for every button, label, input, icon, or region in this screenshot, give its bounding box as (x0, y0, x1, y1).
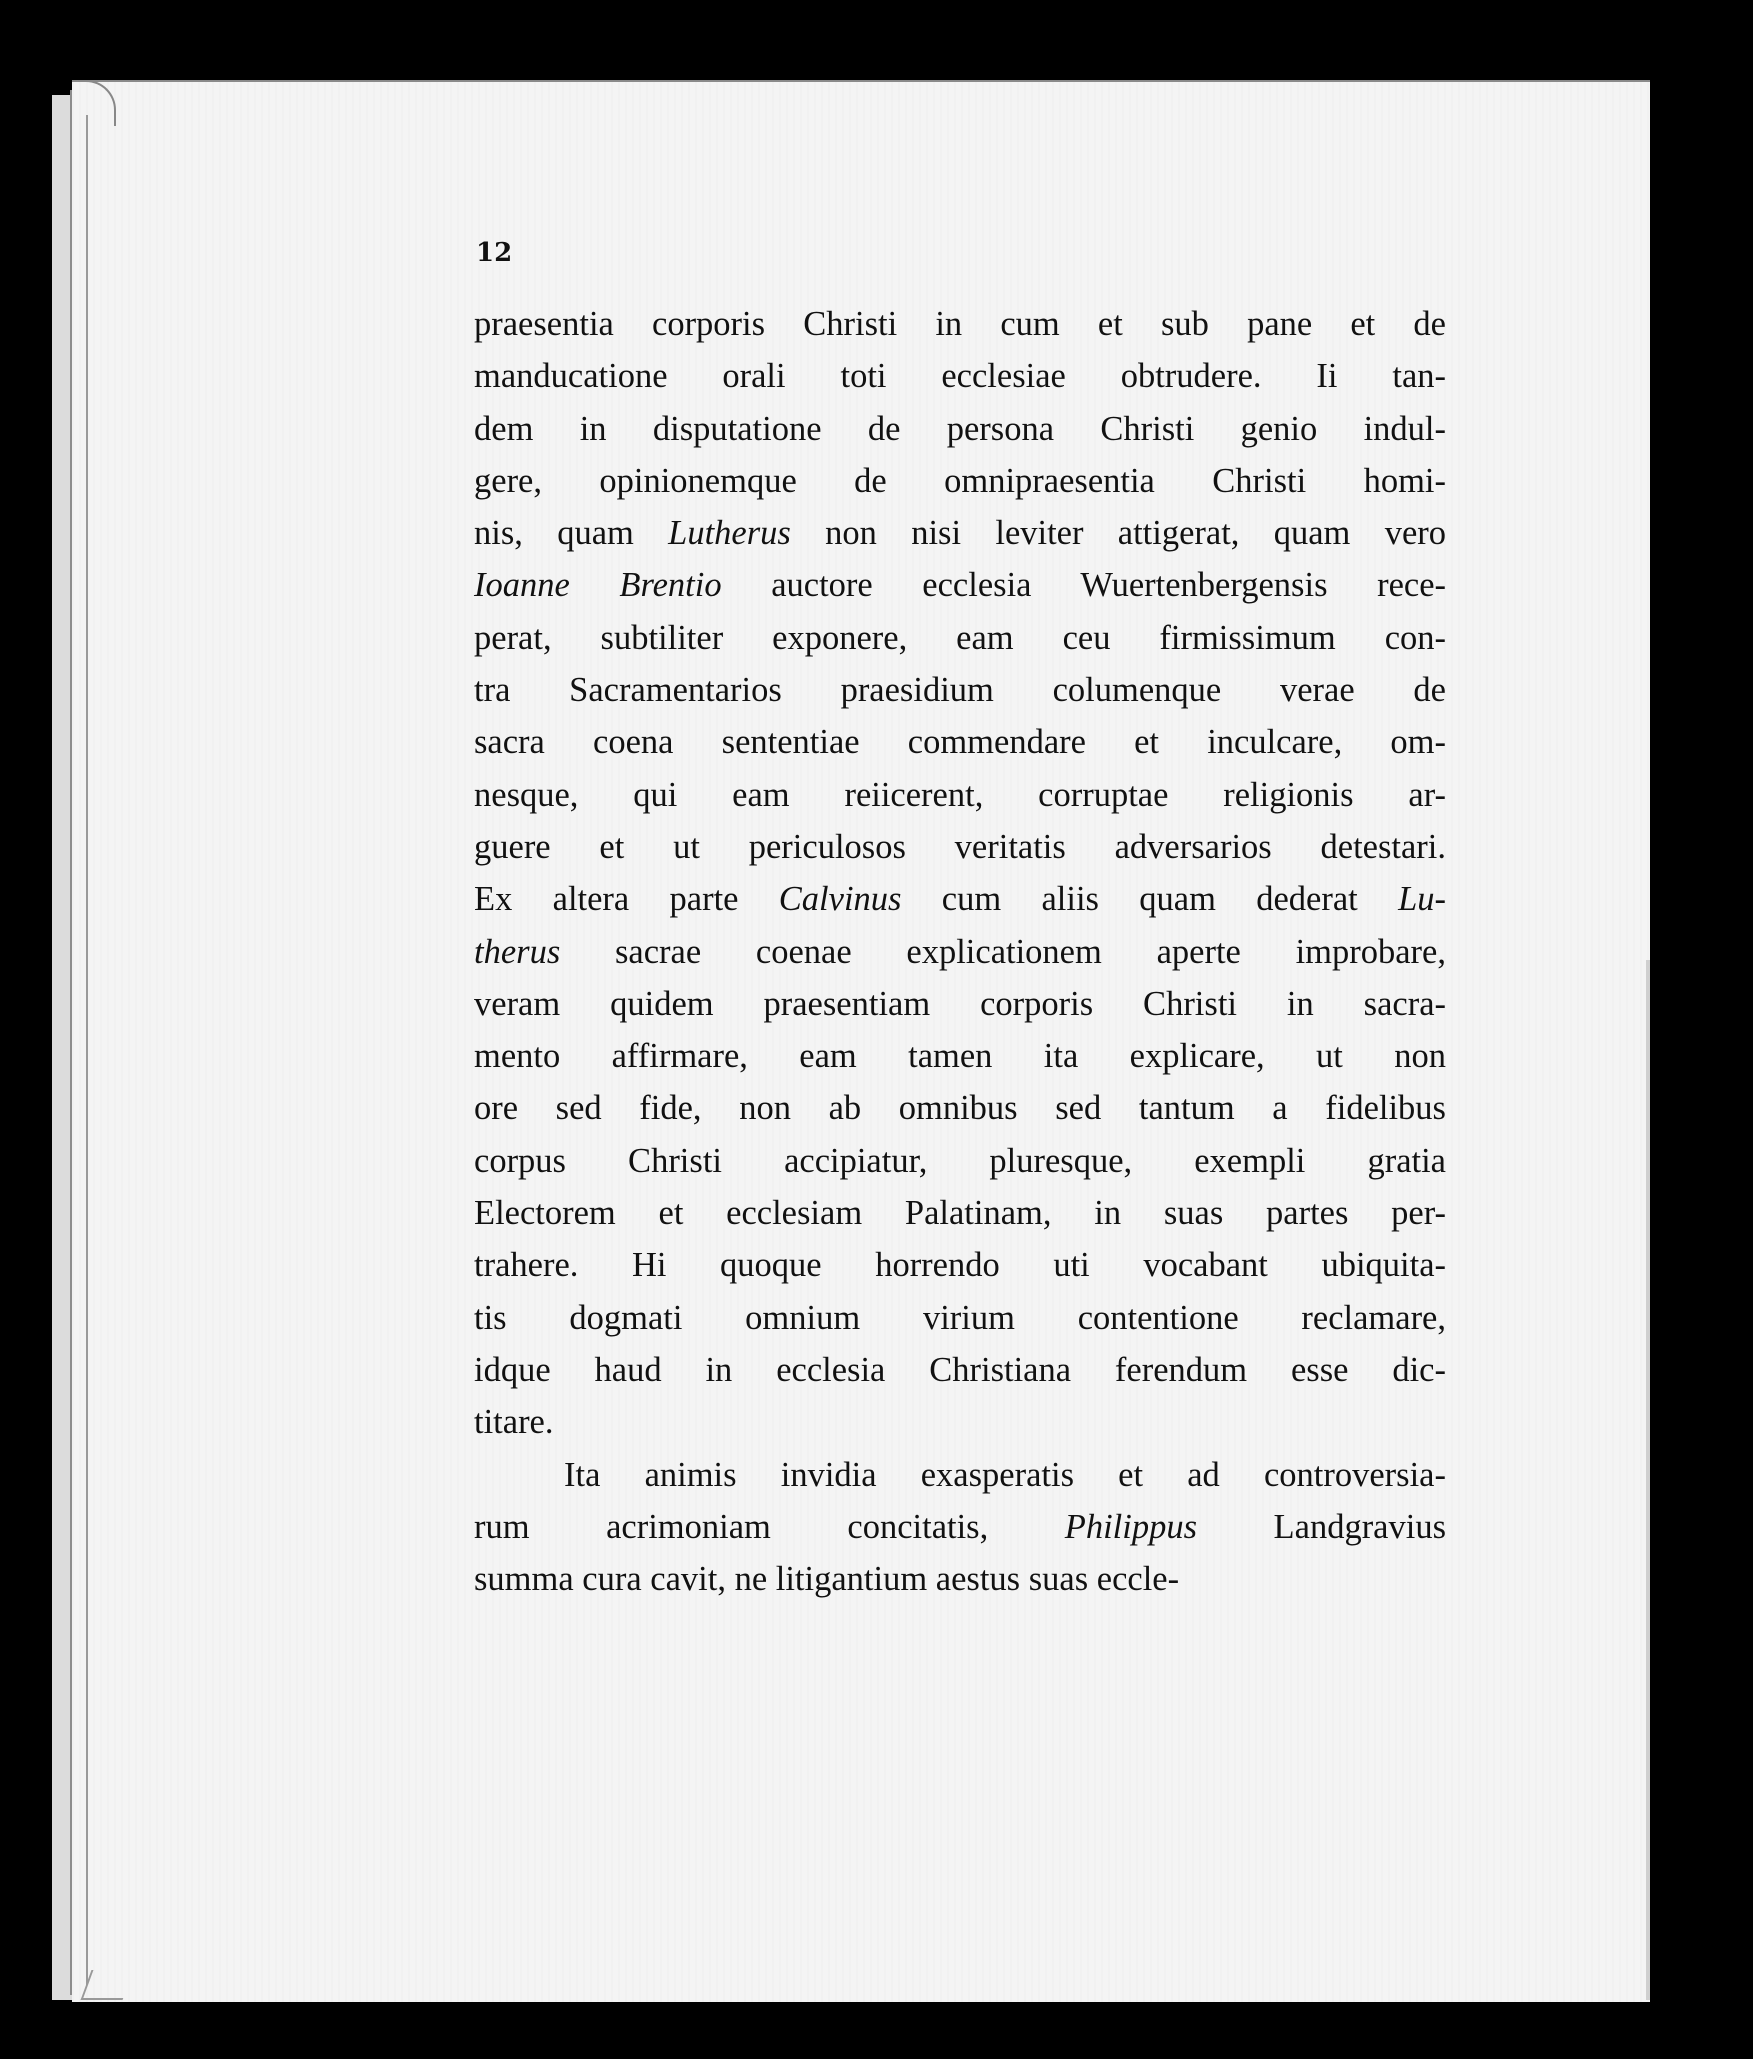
text-run: nis, quam (474, 514, 669, 553)
text-run: non nisi leviter attigerat, quam vero (790, 514, 1446, 553)
text-line (474, 769, 1446, 821)
italic-name: Lu- (1398, 880, 1446, 919)
text-run: tra Sacramentarios praesidium columenque verae de (474, 671, 1446, 710)
text-run: Ita animis invidia exasperatis et ad controversia- (564, 1455, 1446, 1494)
text-line (474, 403, 1446, 455)
text-line (474, 559, 1446, 611)
paragraph (474, 298, 1446, 1449)
text-line (474, 1135, 1446, 1187)
italic-name: Ioanne Brentio (474, 566, 722, 605)
text-line (474, 926, 1446, 978)
page-edge (1646, 960, 1650, 2000)
text-line (474, 1344, 1446, 1396)
text-line (474, 298, 1446, 350)
text-line (474, 873, 1446, 925)
text-run: cum aliis quam dederat (901, 880, 1399, 919)
text-run: auctore ecclesia Wuertenbergensis rece- (721, 566, 1446, 605)
text-run: perat, subtiliter exponere, eam ceu firmissimum con- (474, 618, 1446, 657)
paragraph (474, 1449, 1446, 1606)
italic-name: Philippus (1064, 1507, 1198, 1546)
text-run: nesque, qui eam reiicerent, corruptae religionis ar- (474, 775, 1446, 814)
text-run: manducatione orali toti ecclesiae obtrudere. Ii tan- (474, 357, 1446, 396)
text-run: guere et ut periculosos veritatis adversarios detestari. (474, 827, 1446, 866)
text-line (474, 1292, 1446, 1344)
text-line (474, 821, 1446, 873)
text-line (474, 1082, 1446, 1134)
text-line (474, 1501, 1446, 1553)
text-run: Ex altera parte (474, 880, 779, 919)
text-line (474, 1553, 1446, 1605)
text-line (474, 507, 1446, 559)
text-run: Electorem et ecclesiam Palatinam, in suas partes per- (474, 1194, 1446, 1233)
text-run: veram quidem praesentiam corporis Christi in sacra- (474, 984, 1446, 1023)
text-run: praesentia corporis Christi in cum et sub pane et de (474, 305, 1446, 343)
text-run: tis dogmati omnium virium contentione reclamare, (474, 1298, 1446, 1337)
text-line (474, 978, 1446, 1030)
text-run: rum acrimoniam concitatis, (474, 1507, 1065, 1546)
text-line (474, 1030, 1446, 1082)
text-run: sacra coena sententiae commendare et inculcare, om- (474, 723, 1446, 762)
text-line (474, 1449, 1446, 1501)
body-text (474, 298, 1446, 1605)
text-line (474, 1187, 1446, 1239)
text-run: dem in disputatione de persona Christi genio indul- (474, 409, 1446, 448)
text-run: idque haud in ecclesia Christiana ferendum esse dic- (474, 1350, 1446, 1389)
italic-name: Calvinus (778, 880, 902, 919)
text-run: sacrae coenae explicationem aperte improbare, (560, 932, 1446, 971)
page-number: 12 (476, 238, 513, 268)
text-run: titare. (474, 1403, 554, 1442)
text-run: gere, opinionemque de omnipraesentia Christi homi- (474, 461, 1446, 500)
text-run: mento affirmare, eam tamen ita explicare, ut non (474, 1037, 1446, 1076)
text-line (474, 612, 1446, 664)
text-line (474, 350, 1446, 402)
binding-line (86, 115, 88, 1985)
italic-name: therus (474, 932, 561, 971)
text-run: Landgravius (1197, 1507, 1447, 1546)
text-line (474, 1239, 1446, 1291)
italic-name: Lutherus (668, 514, 791, 553)
text-run: trahere. Hi quoque horrendo uti vocabant ubiquita- (474, 1246, 1446, 1285)
text-run: summa cura cavit, ne litigantium aestus suas eccle- (474, 1560, 1180, 1599)
text-line (474, 716, 1446, 768)
text-line (474, 1396, 1446, 1448)
text-run: corpus Christi accipiatur, pluresque, exempli gratia (474, 1141, 1446, 1180)
binding-line (70, 90, 72, 1995)
text-run: ore sed fide, non ab omnibus sed tantum a fidelibus (474, 1089, 1446, 1128)
text-line (474, 664, 1446, 716)
text-line (474, 455, 1446, 507)
